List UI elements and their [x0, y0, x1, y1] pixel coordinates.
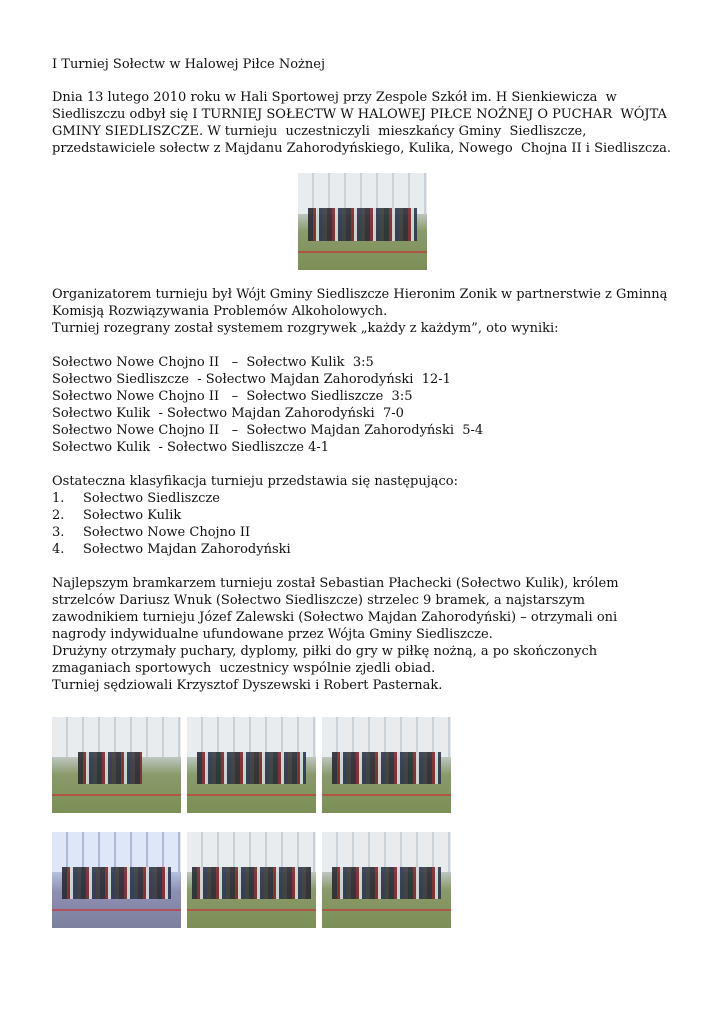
result-item: Sołectwo Nowe Chojno II – Sołectwo Siedliszcze 3:5 — [52, 389, 413, 404]
classification-item — [52, 507, 672, 524]
match-photo — [322, 717, 451, 813]
classification-item — [52, 490, 672, 507]
result-item: Sołectwo Kulik - Sołectwo Siedliszcze 4-1 — [52, 440, 330, 455]
classification-list — [52, 490, 672, 558]
classification-item — [52, 541, 672, 558]
classification-name: Sołectwo Siedliszcze — [83, 491, 220, 506]
classification-name: Sołectwo Majdan Zahorodyński — [83, 542, 291, 557]
document-body-continued — [52, 286, 672, 694]
classification-number: 4. — [52, 542, 65, 557]
match-photo — [187, 717, 316, 813]
group-photo — [298, 173, 427, 270]
result-item: Sołectwo Nowe Chojno II – Sołectwo Majdan Zahorodyński 5-4 — [52, 423, 484, 438]
classification-item — [52, 524, 672, 541]
result-item: Sołectwo Kulik - Sołectwo Majdan Zahorodyński 7-0 — [52, 406, 404, 421]
group-photo — [322, 832, 451, 928]
classification-intro: Ostateczna klasyfikacja turnieju przedstawia się następująco: — [52, 474, 459, 489]
result-item: Sołectwo Siedliszcze - Sołectwo Majdan Zahorodyński 12-1 — [52, 372, 451, 387]
classification-number: 2. — [52, 508, 65, 523]
results-list — [52, 354, 672, 456]
prizes-paragraph: Drużyny otrzymały puchary, dyplomy, piłki do gry w piłkę nożną, a po skończonych zmaganiach sportowych uczestnicy wspólnie zjedli obiad. — [52, 644, 602, 676]
classification-number: 1. — [52, 491, 65, 506]
document-title: I Turniej Sołectw w Halowej Piłce Nożnej — [52, 57, 326, 72]
classification-name: Sołectwo Nowe Chojno II — [83, 525, 251, 540]
document-body — [52, 56, 672, 157]
team-photo — [52, 832, 181, 928]
result-item: Sołectwo Nowe Chojno II – Sołectwo Kulik 3:5 — [52, 355, 374, 370]
intro-paragraph: Dnia 13 lutego 2010 roku w Hali Sportowej przy Zespole Szkół im. H Sienkiewicza w Siedliszczu odbył się I TURNIEJ SOŁECTW W HALOWEJ PIŁCE NOŻNEJ O PUCHAR WÓJTA GMINY SIEDLISZCZE. W turnieju uczestniczyli mieszkańcy Gminy Siedliszcze, przedstawiciele sołectw z Majdanu Zahorodyńskiego, Kulika, Nowego Chojna II i Siedliszcza. — [52, 90, 672, 156]
organizer-paragraph: Organizatorem turnieju był Wójt Gminy Siedliszcze Hieronim Zonik w partnerstwie z Gminną Komisją Rozwiązywania Problemów Alkoholowych. — [52, 287, 672, 319]
classification-name: Sołectwo Kulik — [83, 508, 182, 523]
team-photo — [187, 832, 316, 928]
referees-paragraph: Turniej sędziowali Krzysztof Dyszewski i Robert Pasternak. — [52, 678, 443, 693]
classification-number: 3. — [52, 525, 65, 540]
match-photo — [52, 717, 181, 813]
awards-paragraph: Najlepszym bramkarzem turnieju został Sebastian Płachecki (Sołectwo Kulik), królem strzelców Dariusz Wnuk (Sołectwo Siedliszcze) strzelec 9 bramek, a najstarszym zawodnikiem turnieju Józef Zalewski (Sołectwo Majdan Zahorodyński) – otrzymali oni nagrody indywidualne ufundowane przez Wójta Gminy Siedliszcze. — [52, 576, 623, 642]
system-paragraph: Turniej rozegrany został systemem rozgrywek „każdy z każdym”, oto wyniki: — [52, 321, 559, 336]
